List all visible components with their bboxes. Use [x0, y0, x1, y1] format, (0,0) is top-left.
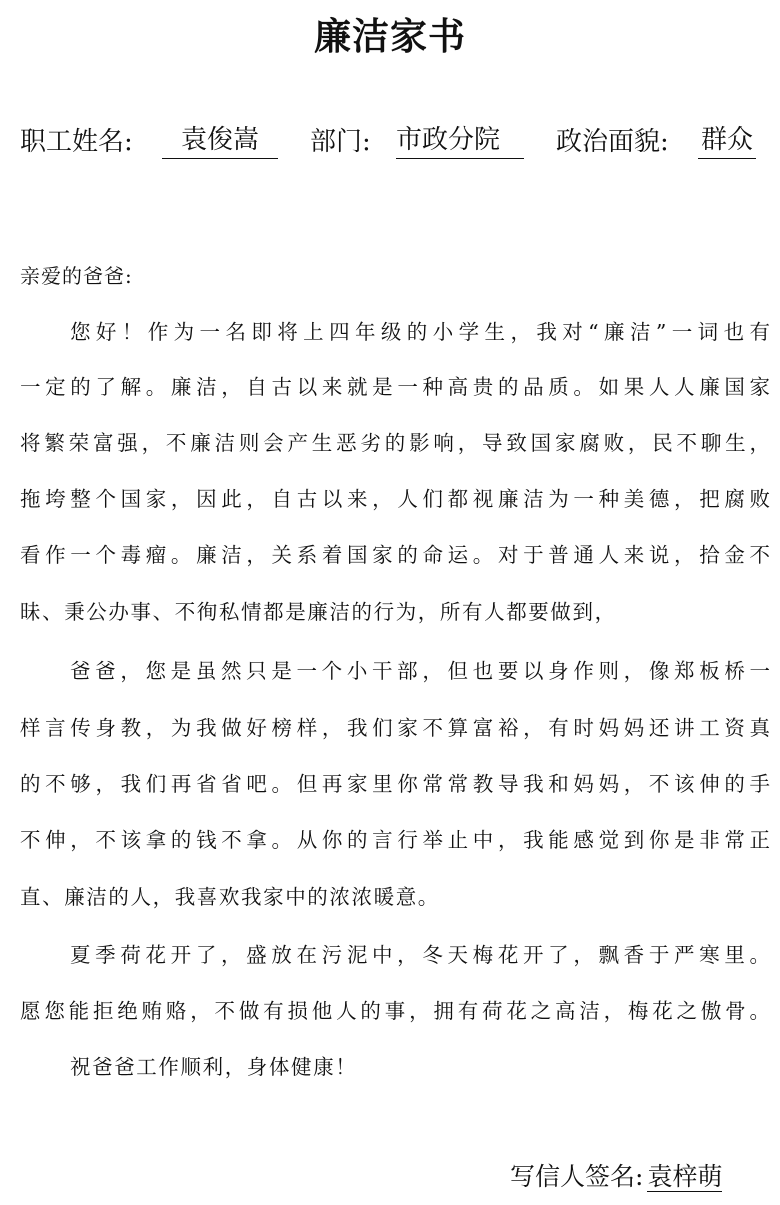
body-line: 的不够，我们再省省吧。但再家里你常常教导我和妈妈，不该伸的手: [20, 772, 770, 796]
body-line: 看作一个毒瘤。廉洁，关系着国家的命运。对于普通人来说，拾金不: [20, 543, 770, 567]
body-line: 样言传身教，为我做好榜样，我们家不算富裕，有时妈妈还讲工资真: [20, 716, 770, 740]
body-line: 祝爸爸工作顺利，身体健康！: [70, 1055, 358, 1079]
body-line: 直、廉洁的人，我喜欢我家中的浓浓暖意。: [20, 885, 440, 909]
body-line: 将繁荣富强，不廉洁则会产生恶劣的影响，导致国家腐败，民不聊生，: [20, 431, 770, 455]
salutation: 亲爱的爸爸:: [20, 264, 133, 288]
employee-name-value: 袁俊嵩: [162, 122, 278, 159]
body-line: 您好！作为一名即将上四年级的小学生，我对“廉洁”一词也有: [70, 320, 770, 344]
department-value: 市政分院: [396, 122, 524, 159]
employee-name-label: 职工姓名:: [20, 127, 133, 157]
political-status-value: 群众: [698, 122, 756, 159]
signer-name: 袁梓萌: [647, 1162, 723, 1191]
department-label: 部门:: [310, 127, 371, 157]
employee-info-row: [20, 122, 770, 166]
body-line: 拖垮整个国家，因此，自古以来，人们都视廉洁为一种美德，把腐败: [20, 487, 770, 511]
political-status-label: 政治面貌:: [556, 127, 669, 157]
body-line: 夏季荷花开了，盛放在污泥中，冬天梅花开了，飘香于严寒里。: [70, 943, 770, 967]
body-line: 不伸，不该拿的钱不拿。从你的言行举止中，我能感觉到你是非常正: [20, 828, 770, 852]
signature-row: [510, 1158, 772, 1196]
letter-title: 廉洁家书: [314, 14, 466, 58]
body-line: 一定的了解。廉洁，自古以来就是一种高贵的品质。如果人人廉国家: [20, 375, 770, 399]
body-line: 昧、秉公办事、不徇私情都是廉洁的行为，所有人都要做到，: [20, 600, 617, 624]
body-line: 愿您能拒绝贿赂，不做有损他人的事，拥有荷花之高洁，梅花之傲骨。: [20, 999, 770, 1023]
signature-label: 写信人签名:: [510, 1162, 644, 1191]
body-line: 爸爸，您是虽然只是一个小干部，但也要以身作则，像郑板桥一: [70, 659, 770, 683]
